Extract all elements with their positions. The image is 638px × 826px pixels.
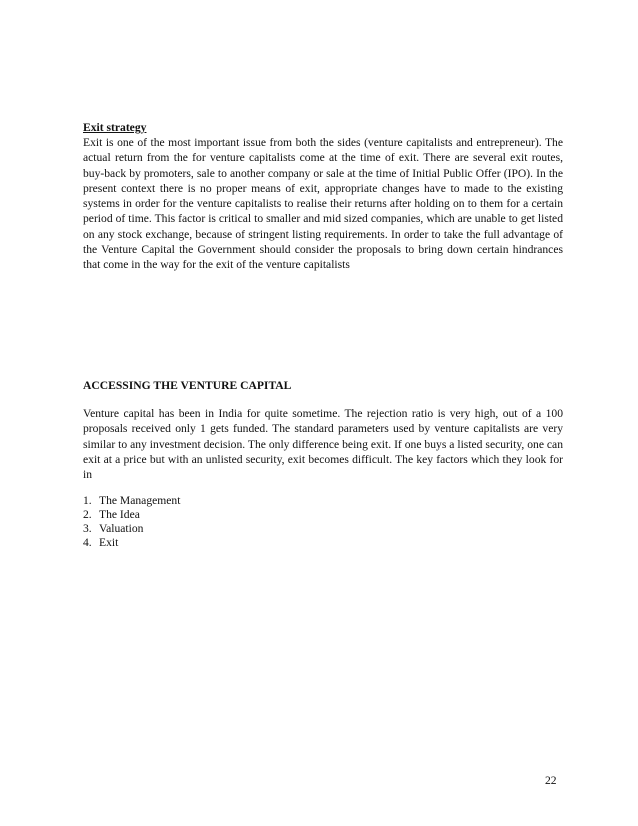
- exit-strategy-section: [83, 120, 563, 273]
- list-item-label: The Idea: [99, 508, 140, 521]
- exit-strategy-heading: Exit strategy: [83, 121, 147, 134]
- list-item: [83, 522, 180, 536]
- exit-strategy-paragraph: Exit is one of the most important issue from both the sides (venture capitalists and entrepreneur). The actual return from the for venture capitalists come at the time of exit. There are several exit routes, buy-back by promoters, sale to another company or sale at the time of Initial Public Offer (IPO). In the present context there is no proper means of exit, appropriate changes have to made to the existing systems in order for the venture capitalists to realise their returns after holding on to them for a certain period of time. This factor is critical to smaller and mid sized companies, which are unable to get listed on any stock exchange, because of stringent listing requirements. In order to take the full advantage of the Venture Capital the Government should consider the proposals to bring down certain hindrances that come in the way for the exit of the venture capitalists: [83, 136, 563, 272]
- list-item-label: The Management: [99, 494, 181, 507]
- list-item: [83, 536, 180, 550]
- list-item-number: 1.: [83, 494, 92, 507]
- list-item-number: 3.: [83, 522, 92, 535]
- key-factors-list: [83, 494, 180, 550]
- page-number: 22: [545, 774, 557, 787]
- list-item-number: 2.: [83, 508, 92, 521]
- accessing-venture-capital-title: ACCESSING THE VENTURE CAPITAL: [83, 379, 292, 392]
- list-item: [83, 494, 180, 508]
- accessing-venture-capital-paragraph: Venture capital has been in India for quite sometime. The rejection ratio is very high, out of a 100 proposals received only 1 gets funded. The standard parameters used by venture capitalists are very similar to any investment decision. The only difference being exit. If one buys a listed security, one can exit at a price but with an unlisted security, exit becomes difficult. The key factors which they look for in: [83, 407, 563, 482]
- list-item-label: Valuation: [99, 522, 144, 535]
- list-item: [83, 508, 180, 522]
- list-item-number: 4.: [83, 536, 92, 549]
- list-item-label: Exit: [99, 536, 119, 549]
